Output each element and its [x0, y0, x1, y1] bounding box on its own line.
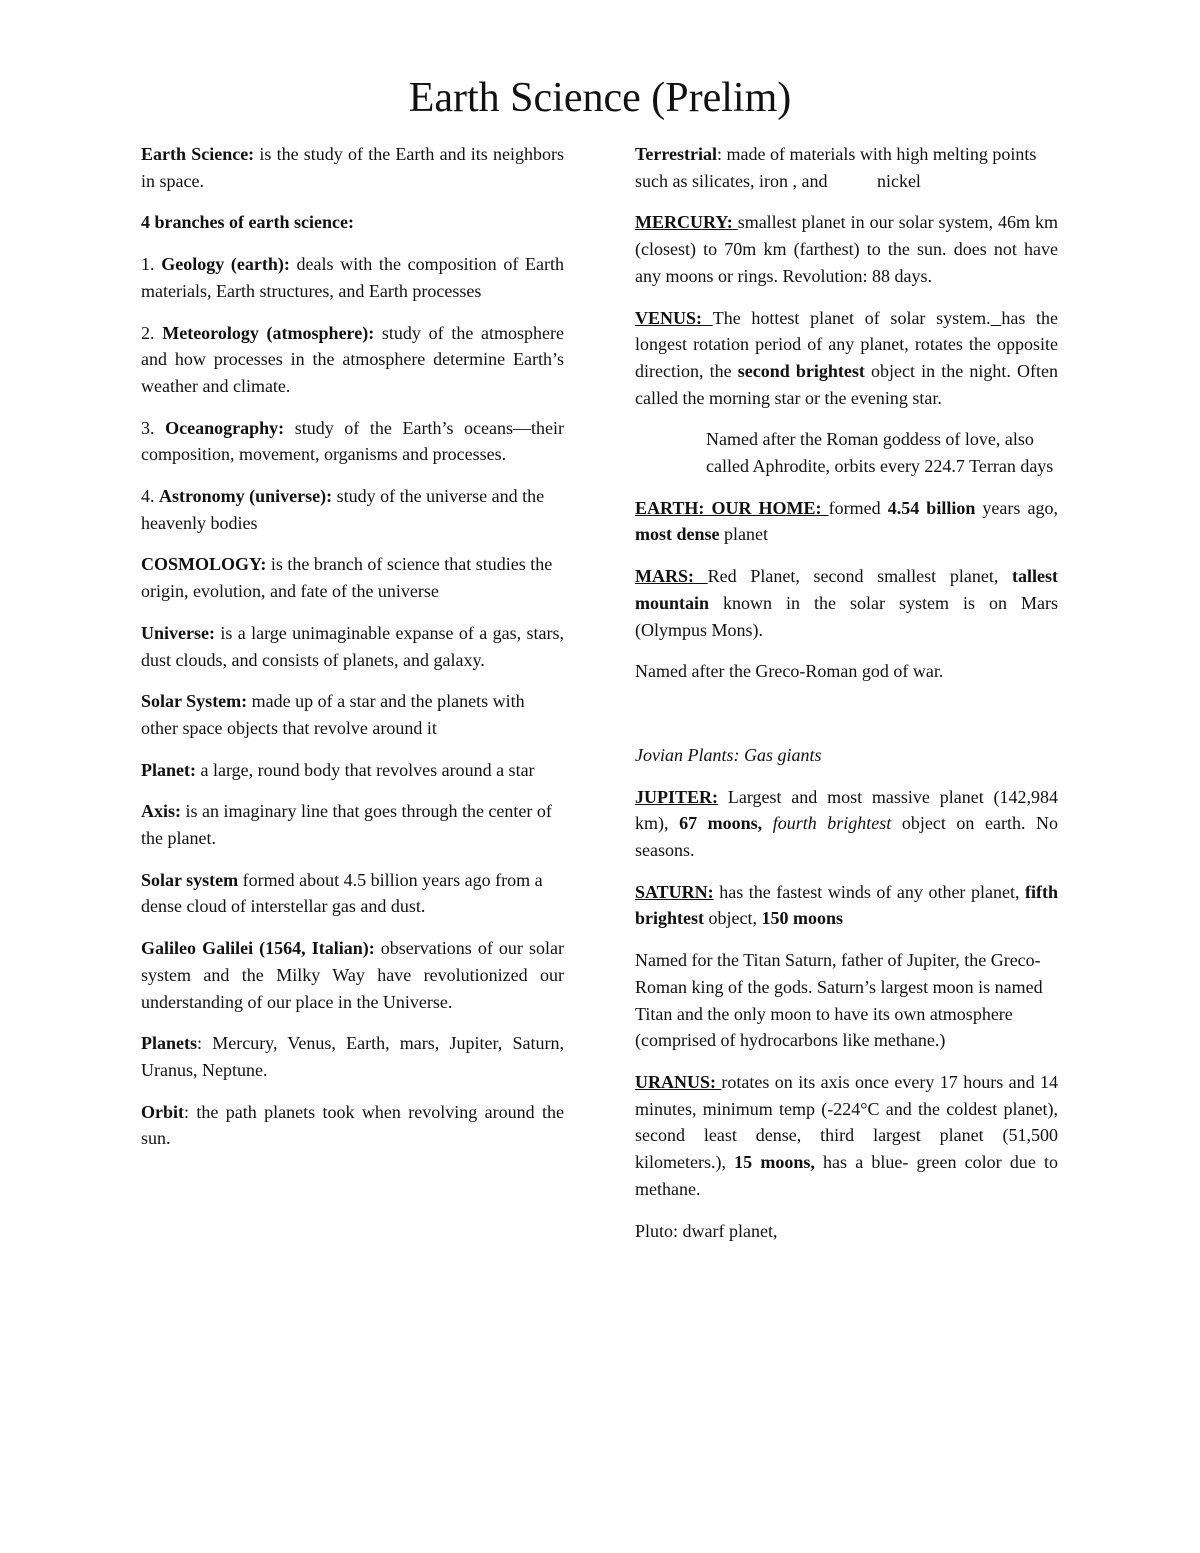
emphasis-italic: fourth brightest: [772, 813, 892, 834]
emphasis: fifth brightest: [635, 881, 1058, 929]
planet-mars: [635, 563, 1058, 643]
planet-name: MARS:: [635, 566, 708, 587]
description: smallest planet in our solar system, 46m km (closest) to 70m km (farthest) to the sun. does not have any moons or rings. Revolution: 88 days.: [635, 212, 1058, 286]
description: formed: [828, 497, 888, 518]
term: Orbit: [141, 1101, 184, 1122]
planet-name: VENUS:: [635, 307, 713, 328]
term: Oceanography:: [165, 417, 285, 438]
definition: is a large unimaginable expanse of a gas, stars, dust clouds, and consists of planets, and galaxy.: [141, 622, 564, 670]
pluto-note: Pluto: dwarf planet,: [635, 1220, 778, 1241]
branches-heading: [141, 209, 564, 236]
description: Largest and most massive planet (142,984 km),: [635, 786, 1058, 834]
definition: made up of a star and the planets with other space objects that revolve around it: [141, 691, 525, 738]
def-galileo: [141, 935, 564, 1015]
def-orbit: [141, 1099, 564, 1152]
def-solar-system: [141, 688, 564, 741]
def-cosmology: [141, 551, 564, 604]
def-universe: [141, 620, 564, 673]
item-number: 1.: [141, 254, 162, 275]
description: years ago,: [975, 497, 1058, 518]
emphasis: tallest mountain: [635, 566, 1058, 613]
description: object in the night. Often called the morning star or the evening star.: [635, 360, 1058, 408]
description: has a blue- green color due to methane.: [635, 1152, 1058, 1199]
planet-name: SATURN:: [635, 881, 714, 902]
term: COSMOLOGY:: [141, 554, 267, 575]
heading-text: Jovian Plants: Gas giants: [635, 744, 822, 765]
branch-item: [141, 483, 564, 536]
def-axis: [141, 798, 564, 851]
term: Terrestrial: [635, 144, 717, 164]
planet-name: MERCURY:: [635, 212, 738, 233]
branch-item: [141, 251, 564, 304]
description: The hottest planet of solar system.: [712, 307, 991, 328]
right-column: [635, 141, 1058, 1259]
planet-mercury: [635, 209, 1058, 289]
description: known in the solar system is on Mars (Olympus Mons).: [635, 592, 1058, 640]
term: Astronomy (universe):: [159, 486, 333, 507]
description: Red Planet, second smallest planet,: [707, 566, 1012, 587]
description: rotates on its axis once every 17 hours and 14 minutes, minimum temp (-224°C and the coldest planet), second least dense, third largest planet (51,500 kilometers.),: [635, 1071, 1059, 1173]
description: object,: [704, 908, 762, 929]
definition: a large, round body that revolves around a star: [195, 759, 535, 780]
emphasis: 15 moons,: [734, 1152, 815, 1173]
planet-name: JUPITER:: [635, 786, 719, 807]
emphasis: 150 moons: [761, 908, 843, 929]
planet-earth: [635, 495, 1058, 548]
definition: observations of our solar system and the Milky Way have revolutionized our understanding of our place in the Universe.: [141, 938, 564, 1012]
planet-saturn: [635, 879, 1058, 932]
definition: study of the universe and the heavenly bodies: [141, 486, 545, 533]
term: Meteorology (atmosphere):: [162, 322, 375, 343]
item-number: 2.: [141, 322, 163, 343]
def-earth-science: [141, 141, 564, 194]
heading-text: 4 branches of earth science:: [141, 212, 354, 233]
planet-jupiter: [635, 784, 1058, 864]
page-title: Earth Science (Prelim): [408, 75, 792, 121]
definition: : Mercury, Venus, Earth, mars, Jupiter, Saturn, Uranus, Neptune.: [141, 1033, 564, 1080]
def-terrestrial: [635, 141, 1058, 194]
description: object on earth. No seasons.: [635, 813, 1059, 861]
left-column: [141, 141, 564, 1167]
item-number: 3.: [141, 417, 166, 438]
mars-named: Named after the Greco-Roman god of war.: [635, 661, 944, 682]
definition: study of the Earth’s oceans—their composition, movement, organisms and processes.: [141, 417, 564, 465]
definition: study of the atmosphere and how processes in the atmosphere determine Earth’s weather and climate.: [141, 322, 564, 396]
planet-name: URANUS:: [635, 1071, 722, 1092]
saturn-named: Named for the Titan Saturn, father of Jupiter, the Greco-Roman king of the gods. Saturn’s largest moon is named Titan and the only moon to have its own atmosphere (comprised of hydrocarbons like methane.): [635, 950, 1043, 1051]
term: Universe:: [141, 622, 215, 643]
term: Planet:: [141, 759, 196, 780]
item-number: 4.: [141, 486, 159, 507]
term: Galileo Galilei (1564, Italian):: [141, 938, 375, 959]
definition: deals with the composition of Earth materials, Earth structures, and Earth processes: [141, 254, 564, 301]
definition: is an imaginary line that goes through the center of the planet.: [141, 801, 552, 849]
def-planet: [141, 757, 564, 784]
definition: formed about 4.5 billion years ago from a dense cloud of interstellar gas and dust.: [141, 869, 543, 917]
term: Solar System:: [141, 691, 248, 712]
branch-item: [141, 320, 564, 400]
description: has the fastest winds of any other planet,: [713, 881, 1025, 902]
emphasis: 67 moons,: [679, 813, 763, 834]
description: planet: [719, 524, 768, 545]
planet-uranus: [635, 1069, 1058, 1203]
branch-item: [141, 415, 564, 468]
venus-named: Named after the Roman goddess of love, also called Aphrodite, orbits every 224.7 Terran days: [706, 429, 1054, 477]
description: [762, 813, 773, 833]
def-planets: [141, 1030, 564, 1083]
term: Solar system: [141, 869, 239, 890]
description: has the longest rotation period of any planet, rotates the opposite direction, the: [635, 307, 1059, 381]
emphasis: second brightest: [737, 360, 865, 381]
term: Geology (earth):: [161, 254, 290, 275]
jovian-heading: [635, 742, 1058, 769]
emphasis: most dense: [635, 524, 720, 545]
planet-name: EARTH: OUR HOME:: [635, 497, 829, 518]
definition: : made of materials with high melting points such as silicates, iron , and nickel: [635, 144, 1041, 191]
term: Earth Science:: [141, 144, 255, 164]
planet-venus: [635, 305, 1058, 412]
term: Planets: [141, 1033, 197, 1054]
definition: is the study of the Earth and its neighbors in space.: [141, 144, 564, 191]
definition: is the branch of science that studies the origin, evolution, and fate of the universe: [141, 554, 553, 602]
term: Axis:: [141, 801, 181, 822]
description: [991, 308, 1002, 328]
def-solar-formed: [141, 867, 564, 920]
emphasis: 4.54 billion: [887, 497, 976, 518]
definition: : the path planets took when revolving around the sun.: [141, 1101, 564, 1149]
